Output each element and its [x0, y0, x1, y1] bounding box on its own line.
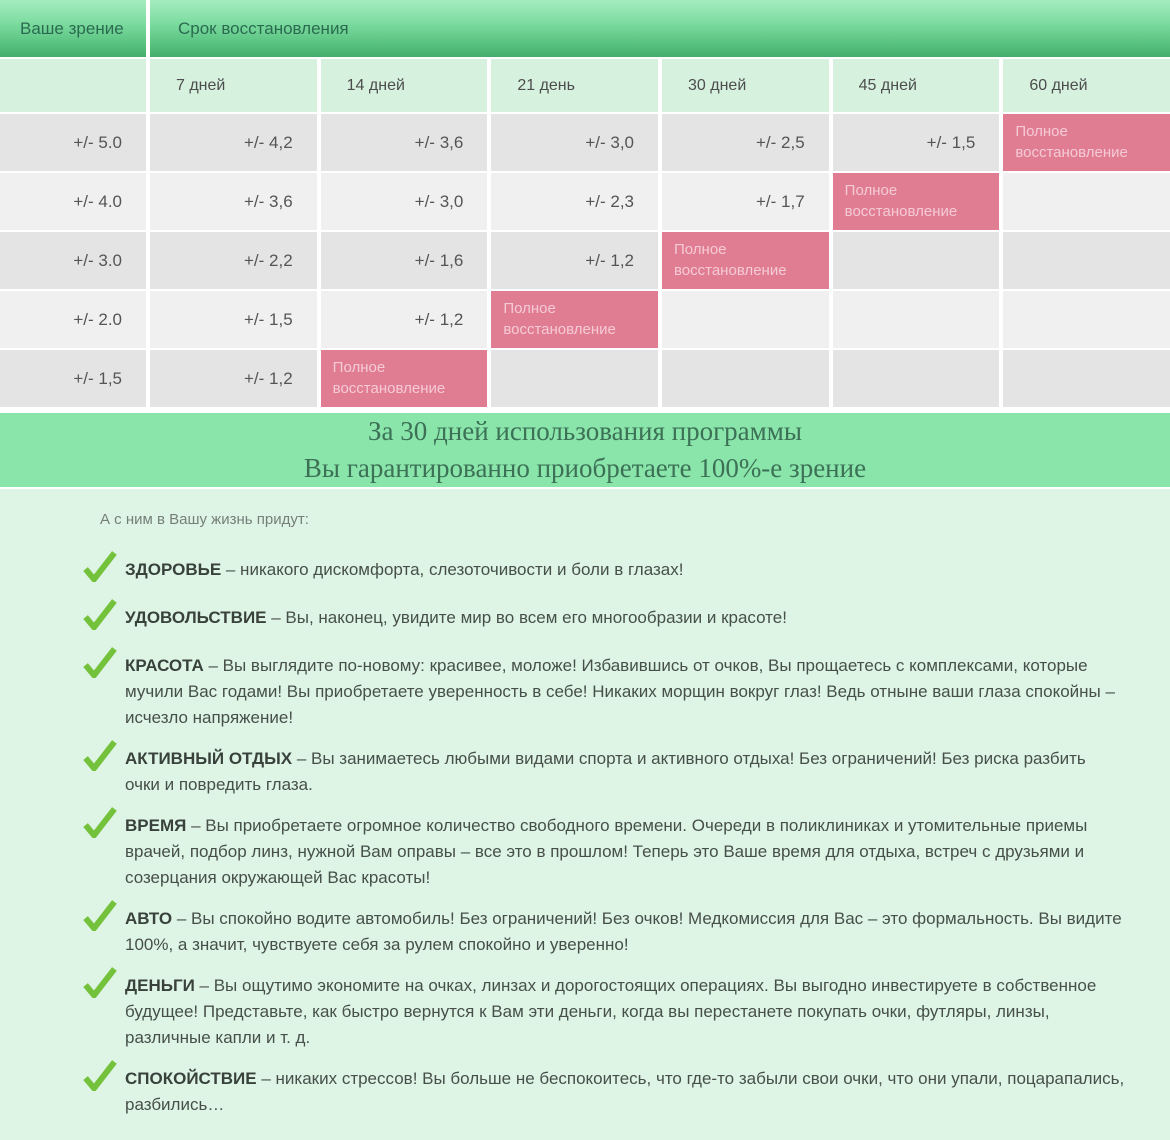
table-header-row	[0, 0, 1170, 57]
column-header-2: 14 дней	[321, 59, 488, 112]
period-value-cell: +/- 2,3	[491, 173, 658, 230]
period-value-cell: +/- 1,2	[491, 232, 658, 289]
benefit-item	[83, 970, 1125, 1051]
vision-value-cell: +/- 4.0	[0, 173, 146, 230]
period-value-cell: +/- 3,0	[321, 173, 488, 230]
empty-cell	[1003, 350, 1170, 407]
full-recovery-cell: Полное восстановление	[321, 350, 488, 407]
banner-line-2: Вы гарантированно приобретаете 100%-е зрение	[303, 453, 867, 483]
benefit-text: ДЕНЬГИ – Вы ощутимо экономите на очках, линзах и дорогостоящих операциях. Вы выгодно инвестируете в собственное будущее! Представьте, как быстро вернутся к Вам эти деньги, когда вы перестанете покупать очки, футляры, линзы, различные капли и т. д.	[125, 976, 1097, 1047]
benefit-keyword: АВТО	[125, 909, 173, 928]
benefit-text: КРАСОТА – Вы выглядите по-новому: красивее, моложе! Избавившись от очков, Вы прощаетесь с комплексами, которые мучили Вас годами! Вы приобретаете уверенность в себе! Никаких морщин вокруг глаз! Ведь отныне ваши глаза спокойны – исчезло напряжение!	[125, 656, 1115, 727]
period-value-cell: +/- 4,2	[150, 114, 317, 171]
period-value-cell: +/- 1,6	[321, 232, 488, 289]
table-row	[0, 173, 1170, 230]
benefit-keyword: УДОВОЛЬСТВИЕ	[125, 608, 267, 627]
checkmark-icon	[83, 967, 117, 1003]
benefit-item	[83, 903, 1125, 958]
benefit-text: ЗДОРОВЬЕ – никакого дискомфорта, слезоточивости и боли в глазах!	[125, 560, 684, 579]
table-body	[0, 114, 1170, 407]
checkmark-icon	[83, 740, 117, 776]
period-value-cell: +/- 2,5	[662, 114, 829, 171]
benefit-text: АКТИВНЫЙ ОТДЫХ – Вы занимаетесь любыми видами спорта и активного отдыха! Без ограничений! Без риска разбить очки и повредить глаза.	[125, 749, 1086, 794]
benefits-intro: А с ним в Вашу жизнь придут:	[100, 511, 309, 528]
benefit-keyword: ВРЕМЯ	[125, 816, 187, 835]
column-header-3: 21 день	[491, 59, 658, 112]
empty-cell	[662, 291, 829, 348]
vision-value-cell: +/- 1,5	[0, 350, 146, 407]
period-value-cell: +/- 1,2	[321, 291, 488, 348]
checkmark-icon	[83, 1060, 117, 1096]
benefit-item	[83, 743, 1125, 798]
table-header-vision: Ваше зрение	[0, 0, 146, 57]
benefit-text: ВРЕМЯ – Вы приобретаете огромное количество свободного времени. Очереди в поликлиниках и утомительные приемы врачей, подбор линз, нужной Вам оправы – все это в прошлом! Теперь это Ваше время для отдыха, встреч с друзьями и созерцания окружающей Вас красоты!	[125, 816, 1088, 887]
period-value-cell: +/- 3,6	[150, 173, 317, 230]
benefit-text: АВТО – Вы спокойно водите автомобиль! Без ограничений! Без очков! Медкомиссия для Вас – это формальность. Вы видите 100%, а значит, чувствуете себя за рулем спокойно и уверенно!	[125, 909, 1122, 954]
checkmark-icon	[83, 551, 117, 587]
table-header-period: Срок восстановления	[150, 0, 1170, 57]
vision-value-cell: +/- 5.0	[0, 114, 146, 171]
period-value-cell: +/- 1,2	[150, 350, 317, 407]
banner-line-1: За 30 дней использования программы	[368, 416, 802, 446]
empty-cell	[1003, 232, 1170, 289]
benefit-item	[83, 650, 1125, 731]
checkmark-icon	[83, 900, 117, 936]
benefit-item	[83, 554, 1125, 590]
full-recovery-cell: Полное восстановление	[1003, 114, 1170, 171]
vision-value-cell: +/- 3.0	[0, 232, 146, 289]
table-row	[0, 232, 1170, 289]
period-value-cell: +/- 1,7	[662, 173, 829, 230]
empty-cell	[1003, 291, 1170, 348]
vision-value-cell: +/- 2.0	[0, 291, 146, 348]
guarantee-banner	[0, 413, 1170, 487]
column-header-4: 30 дней	[662, 59, 829, 112]
benefit-keyword: АКТИВНЫЙ ОТДЫХ	[125, 749, 293, 768]
benefit-item	[83, 810, 1125, 891]
period-value-cell: +/- 2,2	[150, 232, 317, 289]
benefits-section	[0, 489, 1170, 1140]
checkmark-icon	[83, 807, 117, 843]
table-row	[0, 114, 1170, 171]
full-recovery-cell: Полное восстановление	[662, 232, 829, 289]
empty-cell	[833, 350, 1000, 407]
period-value-cell: +/- 1,5	[833, 114, 1000, 171]
benefit-text: СПОКОЙСТВИЕ – никаких стрессов! Вы больше не беспокоитесь, что где-то забыли свои очки, что они упали, поцарапались, разбились…	[125, 1069, 1125, 1114]
benefit-keyword: СПОКОЙСТВИЕ	[125, 1069, 257, 1088]
recovery-table	[0, 0, 1170, 409]
benefits-list	[0, 554, 1125, 1118]
benefit-keyword: ЗДОРОВЬЕ	[125, 560, 222, 579]
column-header-6: 60 дней	[1003, 59, 1170, 112]
column-header-5: 45 дней	[833, 59, 1000, 112]
period-value-cell: +/- 1,5	[150, 291, 317, 348]
benefit-keyword: ДЕНЬГИ	[125, 976, 195, 995]
empty-cell	[491, 350, 658, 407]
benefit-text: УДОВОЛЬСТВИЕ – Вы, наконец, увидите мир во всем его многообразии и красоте!	[125, 608, 787, 627]
period-value-cell: +/- 3,0	[491, 114, 658, 171]
column-header-empty	[0, 59, 146, 112]
checkmark-icon	[83, 599, 117, 635]
empty-cell	[1003, 173, 1170, 230]
full-recovery-cell: Полное восстановление	[833, 173, 1000, 230]
table-row	[0, 291, 1170, 348]
period-value-cell: +/- 3,6	[321, 114, 488, 171]
empty-cell	[662, 350, 829, 407]
table-row	[0, 350, 1170, 407]
column-header-1: 7 дней	[150, 59, 317, 112]
full-recovery-cell: Полное восстановление	[491, 291, 658, 348]
empty-cell	[833, 291, 1000, 348]
benefit-item	[83, 602, 1125, 638]
benefit-item	[83, 1063, 1125, 1118]
empty-cell	[833, 232, 1000, 289]
checkmark-icon	[83, 647, 117, 683]
benefit-keyword: КРАСОТА	[125, 656, 204, 675]
table-subheader-row	[0, 59, 1170, 112]
